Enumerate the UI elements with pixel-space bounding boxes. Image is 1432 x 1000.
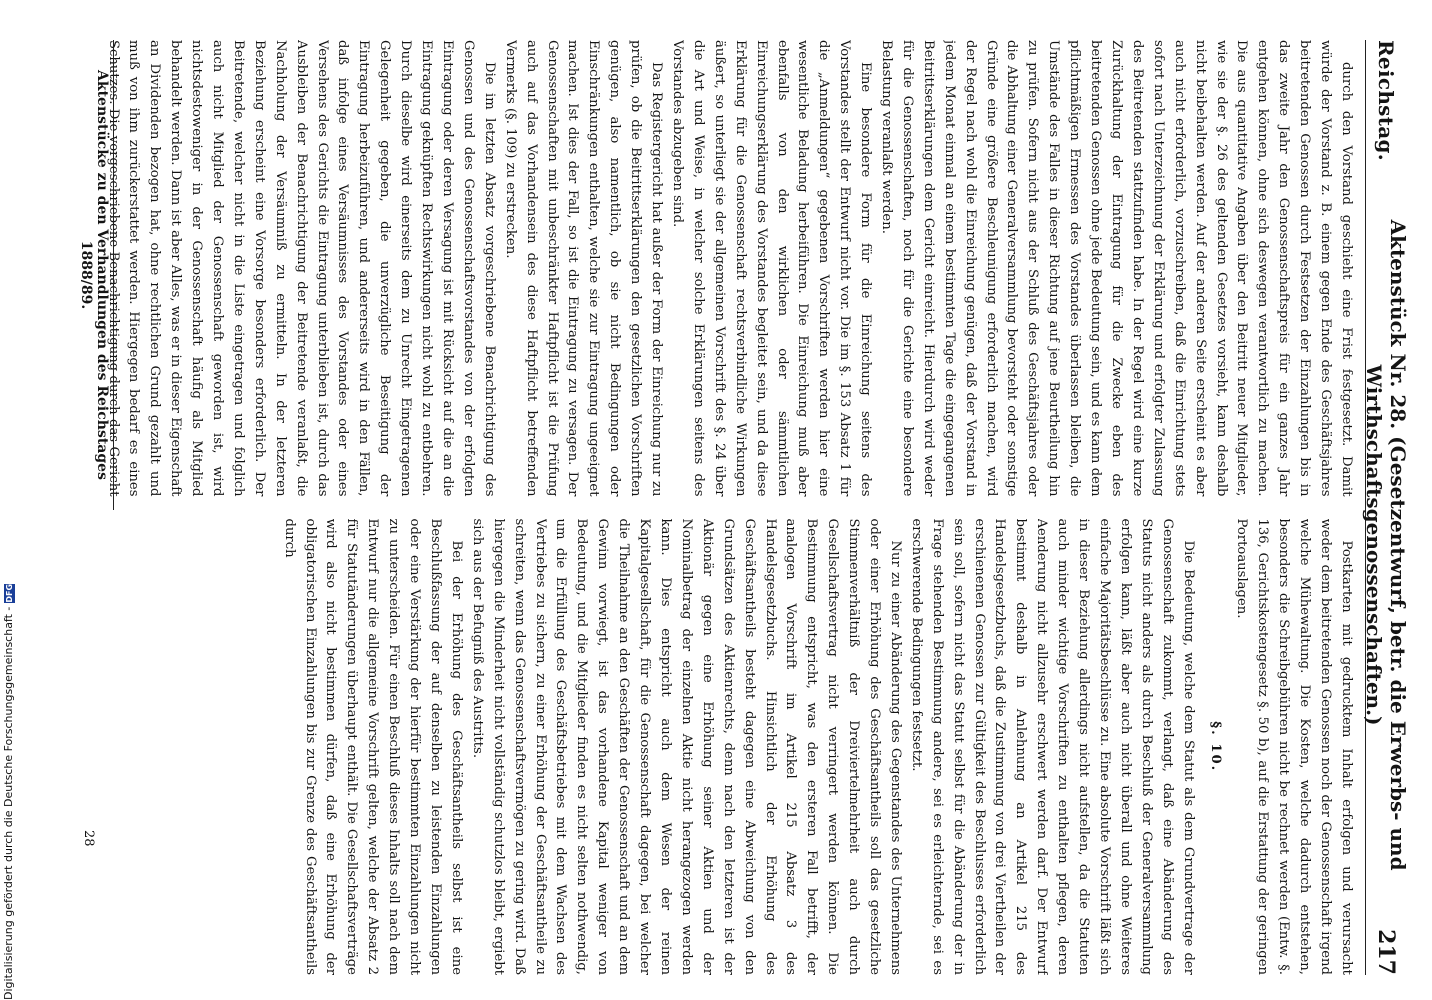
section-heading: §. 10. bbox=[1207, 721, 1223, 773]
page-header bbox=[1362, 40, 1410, 975]
text-columns bbox=[106, 40, 1356, 975]
dfg-logo-icon: DFG bbox=[4, 583, 14, 603]
paragraph: Das Registergericht hat außer der Form der Einreichung nur zu prüfen, ob die Beitrittserklärungen den gesetzlichen Vorschriften genügen, also namentlich, ob sie nicht Bedingungen oder Einschränkungen enthalten, welche sie zur Eintragung ungeeignet machen. Ist dies der Fall, so ist die Eintragung zu versagen. Der Genossenschaften mit unbeschränkter Haftpflicht ist die Prüfung auch auf das Vorhandensein des diese Haftpflicht betreffenden Vermerks (§. 109) zu erstrecken. bbox=[502, 40, 665, 497]
paragraph: Eine besondere Form für die Einreichung seitens des Vorstandes stellt der Entwurf nicht vor. Die im §. 153 Absatz 1 für die „Anmeldungen“ gegebenen Vorschriften werden hier eine wesentliche Beladung herbeiführen. Die Einreichung muß aber ebenfalls von den wirklichen oder sämmtlichen Einreichungserklärung des Vorstandes begleitet sein, und da diese Erklärung für die Genossenschaft rechtsverbindliche Wirkungen äußert, so unterliegt sie der allgemeinen Vorschrift des §. 24 über die Art und Weise, in welcher solche Erklärungen seitens des Vorstandes abzugeben sind. bbox=[670, 40, 874, 497]
header-section: Reichstag. bbox=[1374, 40, 1398, 162]
paragraph: Nur zu einer Abänderung des Gegenstandes des Unternehmens oder einer Erhöhung des Geschäftsantheils soll das gesetzliche Stimmenverhältniß der Dreiviertelmehrheit auch durch Gesellschaftsvertrag nicht verringert werden können. Die Bestimmung entspricht, was den ersteren Fall betrifft, der analogen Vorschrift im Artikel 215 Absatz 3 des Handelsgesetzbuchs. Hinsichtlich der Erhöhung des Geschäftsantheils besteht dagegen eine Abweichung von den Grundsätzen des Aktienrechts, denn nach den letzteren ist der Aktionär gegen eine Erhöhung seiner Aktien und der Nominalbetrag der einzelnen Aktie nicht herangezogen werden kann. Dies entspricht auch dem Wesen der reinen Kapitalgesellschaft, für die Genossenschaft dagegen, bei welcher die Theilnahme an den Geschäften der Genossenschaft und an dem Gewinn vorwiegt, ist das vorhandene Kapital weniger von Bedeutung, und die Mitglieder finden es nicht selten nothwendig, um die Erfüllung des Geschäftsbetriebes mit dem Wachsen des Vertriebes zu sichern, zu einer Erhöhung der Geschäftsantheile zu schreiten, wenn das Genossenschaftsvermögen zu gering wird. Daß hiergegen die Minderheit nicht vollständig schutzlos bleibt, ergiebt sich aus der Befugniß des Austritts. bbox=[469, 518, 903, 975]
paragraph: Bei der Erhöhung des Geschäftsantheils selbst ist eine Beschlußfassung der auf denselben zu leistenden Einzahlungen oder eine Verstärkung der hierfür bestimmten Einzahlungen nicht zu unterscheiden. Für einen Beschluß dieses Inhalts soll nach dem Entwurf nur die allgemeine Vorschrift gelten, welche der Absatz 2 für Statutänderungen überhaupt enthält. Die Gesellschaftsverträge wird also nicht bestimmen dürfen, daß eine Erhöhung der obligatorischen Einzahlungen bis zur Grenze des Geschäftsantheils durch bbox=[281, 518, 464, 975]
paragraph: Postkarten mit gedrucktem Inhalt erfolgen und verursacht weder dem beitretenden Genossen noch der Genossenschaft irgend welche Mühewaltung. Die Kosten, welche dadurch entstehen, besonders die Schreibgebühren nicht be rechnet werden (Entw. §. 136, Gerichtskostengesetz §. 50 b), auf die Erstattung der geringen Portoauslagen. bbox=[1234, 518, 1354, 975]
paragraph: Die im letzten Absatz vorgeschriebene Benachrichtigung des Genossen und des Genossenschaftsvorstandes von der erfolgten Eintragung oder deren Versagung ist mit Rücksicht auf die an die Eintragung geknüpften Rechtswirkungen nicht wohl zu entbehren. Durch dieselbe wird einerseits dem zu Unrecht Eingetragenen Gelegenheit gegeben, die unverzügliche Beseitigung der Eintragung herbeizuführen, und andererseits wird in den Fällen, daß infolge eines Versäumnisses des Vorstandes oder eines Versehens des Gerichts die Eintragung unterblieben ist, durch das Ausbleiben der Benachrichtigung der Beitretende veranlaßt, die Nachholung der Versäumniß zu ermitteln. In der letzteren Beziehung erscheint eine Vorsorge besonders erforderlich. Der Beitretende, welcher nicht in die Liste eingetragen und folglich auch nicht Mitglied der Genossenschaft geworden ist, wird nichtsdestoweniger in der Genossenschaft häufig als Mitglied behandelt werden. Dann ist aber Alles, was er in dieser Eigenschaft an Dividenden bezogen hat, ohne rechtlichen Grund gezahlt und muß von ihm zurückerstattet werden. Hiergegen bedarf es eines Schutzes. Die vorgeschriebene Benachrichtigung durch das Gericht bbox=[106, 40, 497, 497]
left-column bbox=[106, 40, 1356, 497]
page-footer: Aktenstücke zu den Verhandlungen des Reichstages 1888/89. bbox=[78, 40, 114, 510]
paragraph: Die Bedeutung, welche dem Statut als dem Grundvertrage der Genossenschaft zukommt, verlangt, daß eine Abänderung des Statuts nicht anders als durch Beschluß der Generalversammlung erfolgen kann, läßt aber auch nicht überall und ohne Weiteres einfache Majoritätsbeschlüsse zu. Eine absolute Vorschrift läßt sich in dieser Beziehung allerdings nicht aufstellen, da die Statuten auch minder wichtige Vorschriften zu enthalten pflegen, deren Aenderung nicht allzusehr erschwert werden darf. Der Entwurf bestimmt deshalb in Anlehnung an Artikel 215 des Handelsgesetzbuchs, daß die Zustimmung von drei Viertheilen der erschienenen Genossen zur Gültigkeit des Beschlusses erforderlich sein soll, sofern nicht das Statut selbst für die Abänderung der in Frage stehenden Bestimmung andere, sei es erleichternde, sei es erschwerende Bedingungen festsetzt. bbox=[908, 518, 1196, 975]
right-column bbox=[106, 519, 1356, 976]
header-aktenstueck: Aktenstück Nr. 28. bbox=[1386, 219, 1410, 430]
digitization-credit bbox=[2, 583, 16, 1000]
paragraph: durch den Vorstand geschieht eine Frist festgesetzt. Damit würde der Vorstand z. B. einem gegen Ende des Geschäftsjahres beitretenden Genossen durch Festsetzen der Einzahlungen bis in das zweite Jahr den Genossenschaftspreis für ein ganzes Jahr entgehen können, ohne sich deswegen verantwortlich zu machen. Die aus quantitative Angaben über den Beitritt neuer Mitglieder, wie sie der §. 26 des geltenden Gesetzes vorsieht, kann deshalb nicht beibehalten werden. Auf der anderen Seite erscheint es aber auch nicht erforderlich, vorzuschreiben, daß die Einrichtung stets sofort nach Unterzeichnung der Erklärung und erfolgter Zulassung des Beitretenden stattzufinden habe. In der Regel wird eine kurze Zurückhaltung der Eintragung für die Zwecke eben des beitretenden Genossen ohne jede Bedeutung sein, und es kann dem pflichtmäßigen Ermessen des Vorstandes überlassen bleiben, die Umstände des Falles in dieser Richtung auf jene Beurtheilung hin zu prüfen. Sofern nicht aus der Schluß des Geschäftsjahres oder die Abhaltung einer Generalversammlung bevorsteht oder sonstige Gründe eine größere Beschleunigung erforderlich machen, wird der Regel nach wohl die Einreichung genügen, daß der Vorstand in jedem Monat einmal an einem bestimmten Tage die eingegangenen Beitrittserklärungen dem Gericht einreicht. Hierdurch wird weder für die Genossenschaften, noch für die Gerichte eine besondere Belastung veranlaßt werden. bbox=[879, 40, 1354, 497]
bottom-page-number: 28 bbox=[81, 830, 96, 847]
header-page-number: 217 bbox=[1373, 929, 1399, 975]
header-title bbox=[1362, 161, 1410, 929]
credit-text: Digitalisierung gefördert durch die Deutsche Forschungsgemeinschaft - bbox=[2, 606, 15, 1000]
header-subject: (Gesetzentwurf, betr. die Erwerbs- und Wirthschaftsgenossenschaften.) bbox=[1362, 364, 1410, 871]
